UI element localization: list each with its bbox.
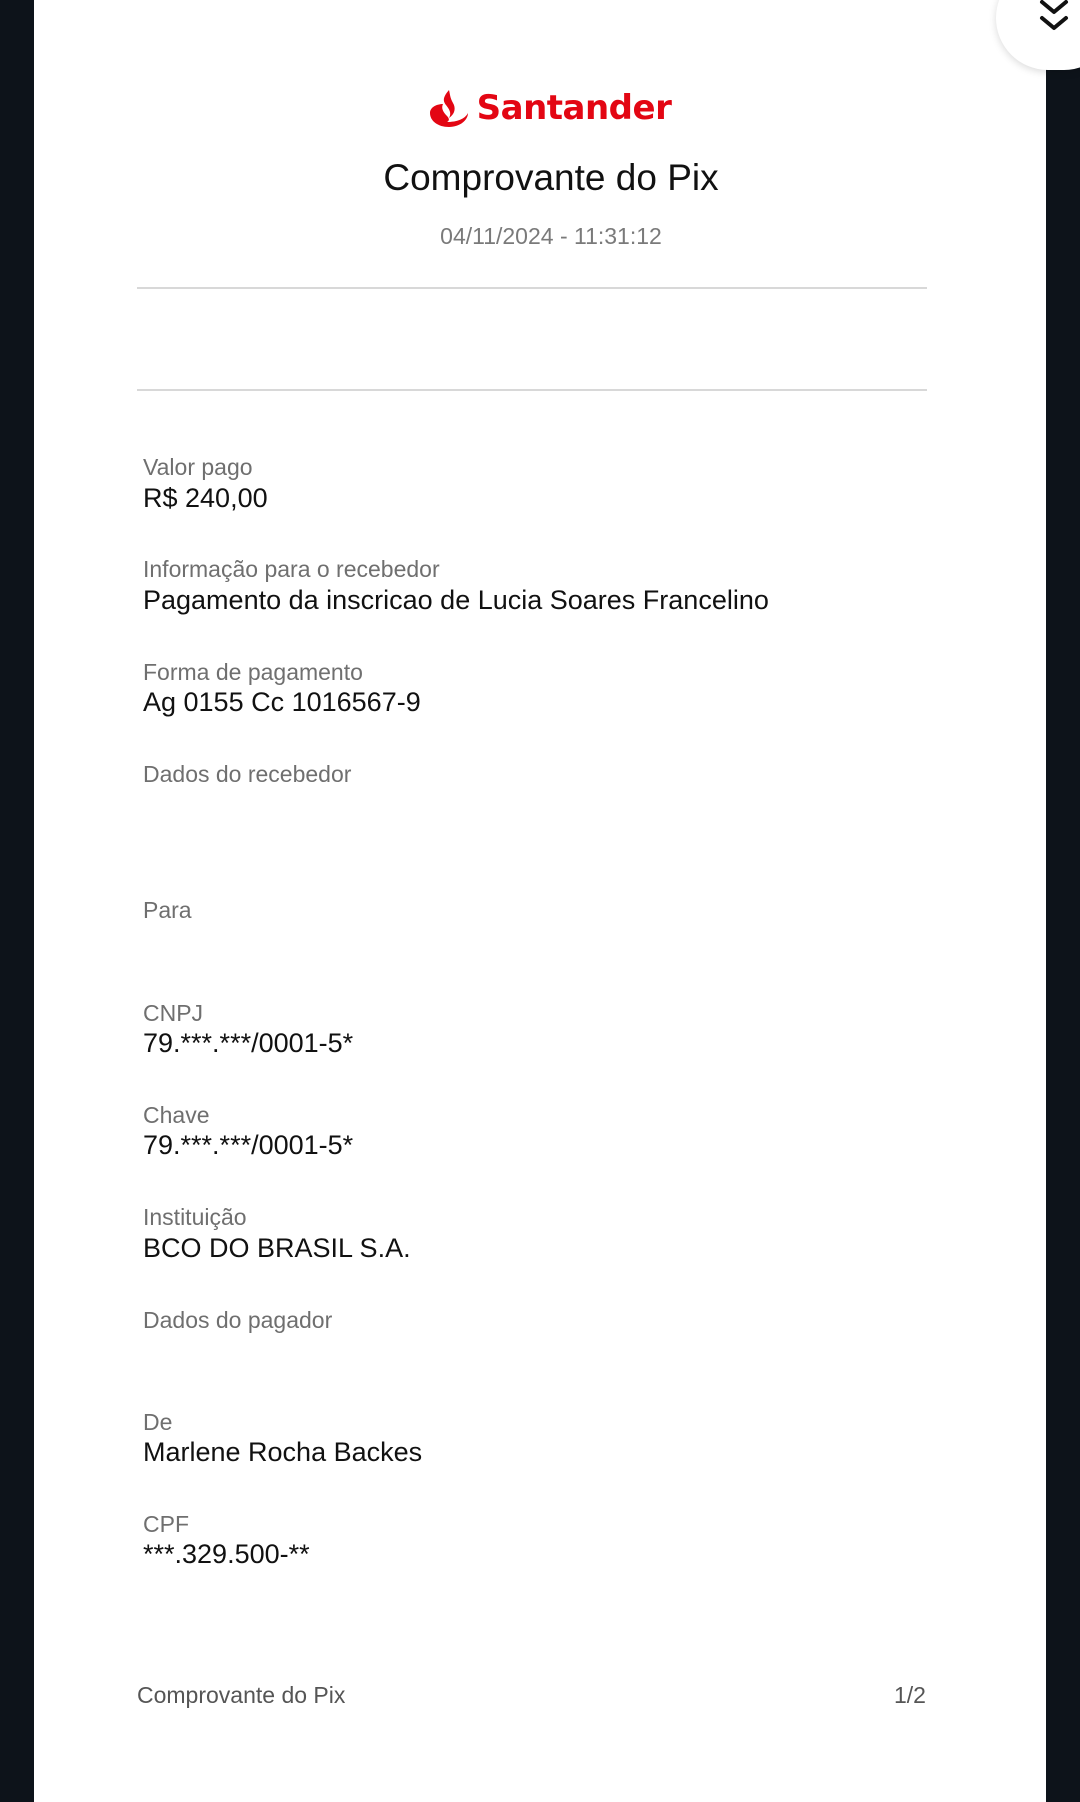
informacao-label: Informação para o recebedor <box>143 556 440 582</box>
page-indicator: 1/2 <box>894 1682 926 1708</box>
de-value: Marlene Rocha Backes <box>143 1437 423 1467</box>
cpf-value: ***.329.500-** <box>143 1539 310 1569</box>
cnpj-label: CNPJ <box>143 1000 204 1026</box>
chevron-down-icon <box>1038 0 1070 34</box>
chave-value: 79.***.***/0001-5* <box>143 1130 354 1160</box>
forma-pagamento-value: Ag 0155 Cc 1016567-9 <box>143 687 421 717</box>
valor-pago-value: R$ 240,00 <box>143 483 268 513</box>
forma-pagamento-label: Forma de pagamento <box>143 659 363 685</box>
divider-top <box>137 287 927 289</box>
dados-recebedor-heading: Dados do recebedor <box>143 761 352 787</box>
brand-logo <box>34 86 1046 130</box>
receipt-page <box>34 0 1046 1802</box>
de-label: De <box>143 1409 173 1435</box>
page-title: Comprovante do Pix <box>383 157 719 198</box>
cpf-label: CPF <box>143 1511 189 1537</box>
instituicao-label: Instituição <box>143 1204 247 1230</box>
brand-name: Santander <box>476 88 672 128</box>
instituicao-value: BCO DO BRASIL S.A. <box>143 1233 411 1263</box>
footer-doc-name: Comprovante do Pix <box>137 1682 346 1708</box>
para-heading: Para <box>143 897 192 923</box>
santander-flame-icon <box>427 86 471 130</box>
informacao-value: Pagamento da inscricao de Lucia Soares Francelino <box>143 585 769 615</box>
divider-bottom <box>137 389 927 391</box>
chave-label: Chave <box>143 1102 210 1128</box>
valor-pago-label: Valor pago <box>143 454 253 480</box>
dados-pagador-heading: Dados do pagador <box>143 1307 333 1333</box>
transaction-datetime: 04/11/2024 - 11:31:12 <box>440 223 662 249</box>
cnpj-value: 79.***.***/0001-5* <box>143 1028 354 1058</box>
